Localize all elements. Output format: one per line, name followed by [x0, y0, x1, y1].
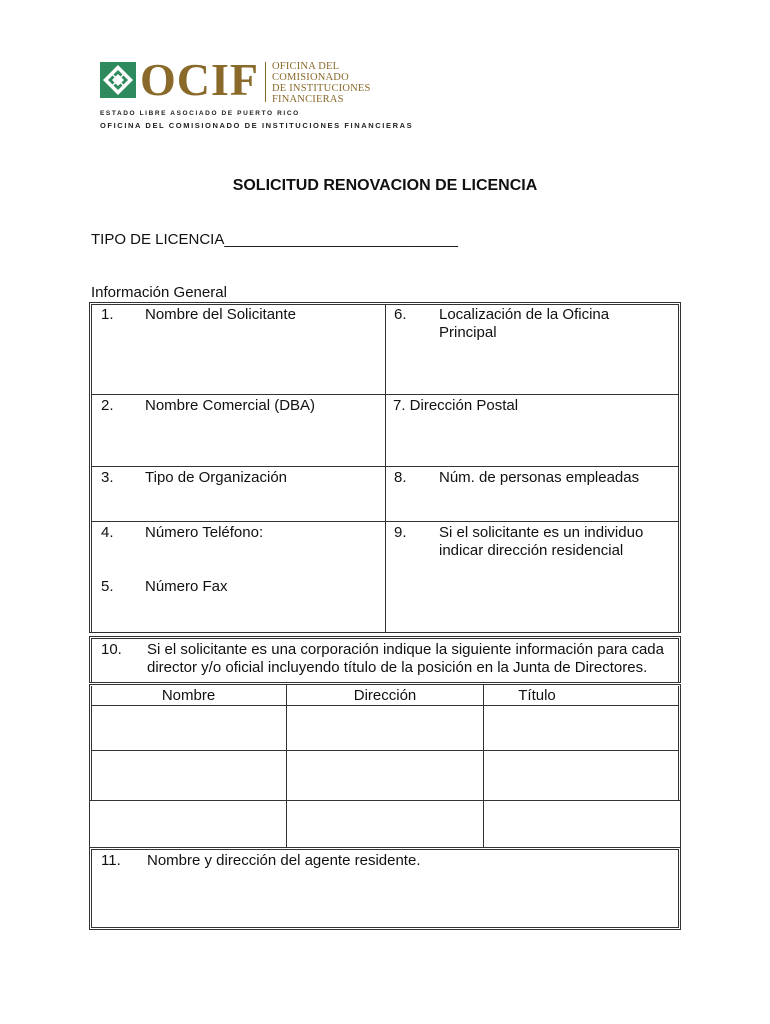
directors-cell-r3-direccion[interactable]	[287, 801, 482, 846]
field-10-label-line2: director y/o oficial incluyendo título de la posición en la Junta de Directores.	[147, 659, 648, 676]
box10-border-left	[89, 636, 90, 682]
directors-cell-r2-titulo[interactable]	[484, 751, 677, 799]
field-4-input-area[interactable]	[93, 544, 383, 574]
field-2-label: Nombre Comercial (DBA)	[145, 397, 316, 414]
logo-subtitle-line2: OFICINA DEL COMISIONADO DE INSTITUCIONES FINANCIERAS	[100, 121, 414, 130]
box10-border-left-inner	[91, 638, 92, 682]
box10-border-right-inner	[678, 638, 679, 682]
field-3-label: Tipo de Organización	[145, 469, 288, 486]
field-10-number: 10.	[101, 641, 122, 658]
field-11-label: Nombre y dirección del agente residente.	[147, 852, 421, 869]
form-border-left	[89, 302, 90, 632]
form-border-right-inner	[678, 304, 679, 632]
field-5-label: Número Fax	[145, 578, 228, 595]
section-label-informacion-general: Información General	[91, 284, 227, 301]
form-border-left-inner	[91, 304, 92, 632]
box11-border-top	[91, 849, 679, 850]
field-2-number: 2.	[101, 397, 114, 414]
field-4-label: Número Teléfono:	[145, 524, 264, 541]
box11-border-right-inner	[678, 849, 679, 927]
box10-border-right	[680, 636, 681, 682]
logo-agency-name: OFICINA DEL COMISIONADO DE INSTITUCIONES FINANCIERAS	[272, 61, 371, 105]
directors-header-titulo: Título	[518, 687, 556, 704]
box11-border-right	[680, 847, 681, 929]
box11-border-left	[89, 847, 90, 929]
row-separator-2	[91, 466, 679, 467]
field-11-number: 11.	[101, 852, 121, 869]
directors-table-right-inner	[678, 686, 679, 800]
directors-cell-r1-titulo[interactable]	[484, 706, 677, 749]
field-8-input-area[interactable]	[387, 489, 677, 519]
logo-divider	[265, 62, 266, 102]
field-4-number: 4.	[101, 524, 114, 541]
directors-cell-r2-nombre[interactable]	[92, 751, 285, 799]
field-9-number: 9.	[394, 524, 407, 541]
box10-border-top	[89, 636, 681, 637]
field-9-label-line2: indicar dirección residencial	[439, 542, 624, 559]
directors-table-right	[680, 684, 681, 847]
field-2-input-area[interactable]	[93, 417, 383, 464]
directors-cell-r2-direccion[interactable]	[287, 751, 482, 799]
directors-cell-r1-nombre[interactable]	[92, 706, 285, 749]
form-border-bottom	[89, 632, 681, 633]
form-border-right	[680, 302, 681, 632]
directors-cell-r3-nombre[interactable]	[90, 801, 285, 846]
field-6-label-line2: Principal	[439, 324, 497, 341]
field-7-input-area[interactable]	[387, 417, 677, 464]
field-1-number: 1.	[101, 306, 114, 323]
field-5-number: 5.	[101, 578, 114, 595]
form-border-top	[89, 302, 681, 303]
field-10-label-line1: Si el solicitante es una corporación indique la siguiente información para cada	[147, 641, 664, 658]
ocif-logo-mark	[100, 62, 136, 98]
field-7-label: 7. Dirección Postal	[393, 397, 519, 414]
field-1-input-area[interactable]	[93, 326, 383, 392]
field-5-input-area[interactable]	[93, 598, 383, 630]
field-9-label-line1: Si el solicitante es un individuo	[439, 524, 644, 541]
box10-border-bottom	[89, 682, 681, 683]
row-separator-1	[91, 394, 679, 395]
field-8-label: Núm. de personas empleadas	[439, 469, 640, 486]
box11-border-bottom	[89, 929, 681, 930]
field-6-input-area[interactable]	[387, 344, 677, 392]
box11-border-bottom-inner	[91, 927, 679, 928]
directors-table-top	[89, 684, 681, 685]
field-6-number: 6.	[394, 306, 407, 323]
ocif-wordmark: OCIF	[140, 54, 259, 105]
row-separator-3	[91, 521, 679, 522]
directors-header-nombre: Nombre	[161, 687, 216, 704]
field-8-number: 8.	[394, 469, 407, 486]
directors-cell-r1-direccion[interactable]	[287, 706, 482, 749]
directors-header-direccion: Dirección	[353, 687, 417, 704]
form-center-divider	[385, 304, 386, 632]
field-11-input-area[interactable]	[93, 872, 677, 926]
field-3-number: 3.	[101, 469, 114, 486]
field-1-label: Nombre del Solicitante	[145, 306, 296, 323]
directors-table-bottom	[89, 847, 681, 848]
page-title: SOLICITUD RENOVACION DE LICENCIA	[232, 177, 538, 194]
tipo-licencia-field[interactable]: TIPO DE LICENCIA____________________________	[91, 231, 458, 248]
field-6-label-line1: Localización de la Oficina	[439, 306, 610, 323]
field-9-input-area[interactable]	[387, 562, 677, 630]
field-3-input-area[interactable]	[93, 489, 383, 519]
logo-subtitle-line1: ESTADO LIBRE ASOCIADO DE PUERTO RICO	[100, 110, 300, 117]
box10-border-top-inner	[91, 638, 679, 639]
box11-border-left-inner	[91, 849, 92, 927]
directors-cell-r3-titulo[interactable]	[484, 801, 679, 846]
